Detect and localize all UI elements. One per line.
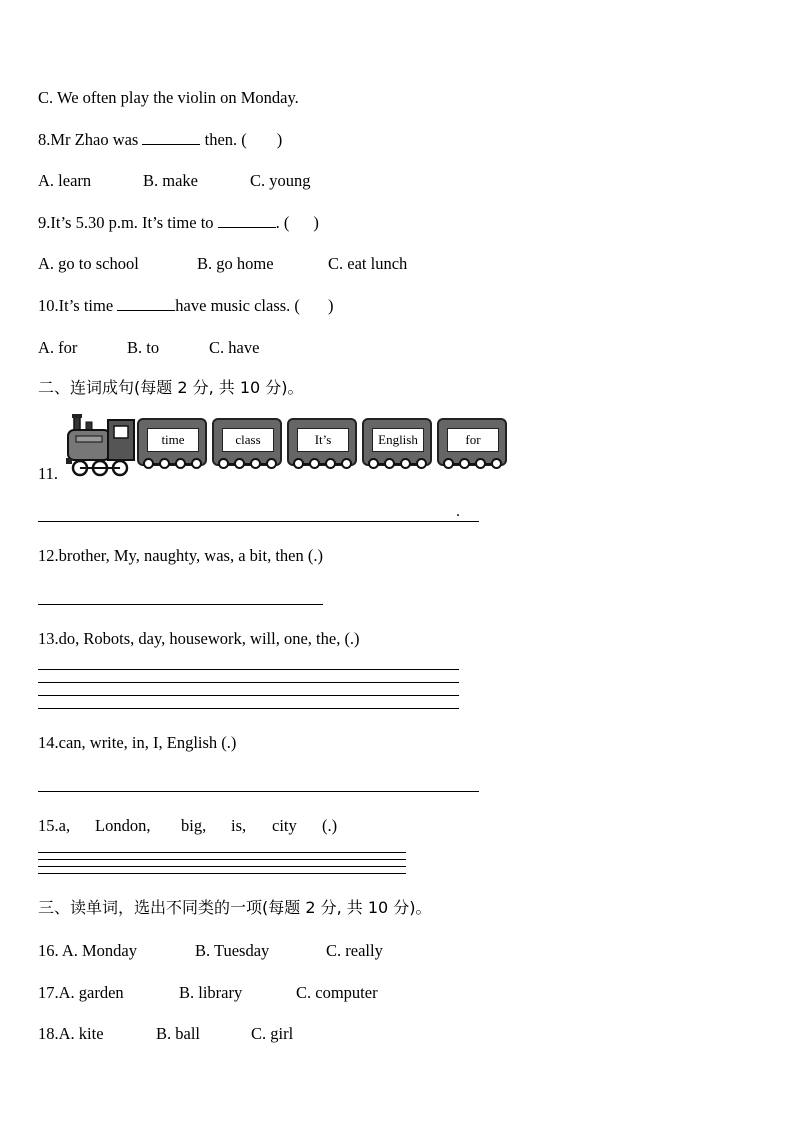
q16-option-b: B. Tuesday bbox=[195, 941, 270, 960]
train-word-2: class bbox=[222, 428, 274, 452]
section-2-title: 二、连词成句(每题 2 分, 共 10 分)。 bbox=[38, 378, 304, 397]
q11-answer-line[interactable] bbox=[38, 521, 479, 522]
q13-question: 13.do, Robots, day, housework, will, one, the, (.) bbox=[38, 629, 360, 648]
q16-option-c: C. really bbox=[326, 941, 383, 960]
q15-word-4: is, bbox=[231, 816, 247, 835]
q8-stem: 8.Mr Zhao was bbox=[38, 130, 139, 149]
q10-option-a: A. for bbox=[38, 338, 78, 357]
q13-answer-line-1[interactable] bbox=[38, 669, 459, 670]
q10-option-c: C. have bbox=[209, 338, 260, 357]
section-3-title: 三、读单词，选出不同类的一项(每题 2 分, 共 10 分)。 bbox=[38, 898, 432, 917]
q10-tail: have music class. ( bbox=[175, 296, 300, 315]
train-word-5: for bbox=[447, 428, 499, 452]
q9-blank bbox=[218, 213, 276, 228]
q9-options bbox=[38, 254, 407, 274]
train-word-1: time bbox=[147, 428, 199, 452]
q18-option-a: 18.A. kite bbox=[38, 1024, 104, 1043]
q8-option-b: B. make bbox=[143, 171, 198, 190]
q18-option-b: B. ball bbox=[156, 1024, 200, 1043]
q10-blank bbox=[117, 296, 175, 311]
q10-close: ) bbox=[327, 296, 334, 315]
q10-options bbox=[38, 338, 259, 358]
locomotive-icon bbox=[64, 414, 136, 480]
q18-option-c: C. girl bbox=[251, 1024, 294, 1043]
q15-word-2: London, bbox=[95, 816, 151, 835]
q15-word-5: city bbox=[272, 816, 297, 835]
q9-stem: 9.It’s 5.30 p.m. It’s time to bbox=[38, 213, 214, 232]
q9-option-c: C. eat lunch bbox=[328, 254, 408, 273]
q17-option-c: C. computer bbox=[296, 983, 378, 1002]
q15-answer-line-1[interactable] bbox=[38, 852, 406, 853]
q15-question bbox=[38, 816, 337, 836]
q8-option-c: C. young bbox=[250, 171, 311, 190]
q8-close: ) bbox=[276, 130, 283, 149]
q8-tail: then. ( bbox=[204, 130, 247, 149]
q13-answer-line-3[interactable] bbox=[38, 695, 459, 696]
train-word-4: English bbox=[372, 428, 424, 452]
q11-number: 11. bbox=[38, 464, 59, 483]
q18-options bbox=[38, 1024, 293, 1044]
q15-answer-line-3[interactable] bbox=[38, 866, 406, 867]
train-picture bbox=[64, 414, 514, 480]
q12-answer-line[interactable] bbox=[38, 604, 323, 605]
q15-word-3: big, bbox=[181, 816, 207, 835]
q15-answer-line-2[interactable] bbox=[38, 859, 406, 860]
q10-question bbox=[38, 296, 333, 316]
q8-options bbox=[38, 171, 311, 191]
q16-option-a: 16. A. Monday bbox=[38, 941, 137, 960]
q8-question bbox=[38, 130, 282, 150]
q7-option-c: C. We often play the violin on Monday. bbox=[38, 88, 299, 107]
q14-answer-line[interactable] bbox=[38, 791, 479, 792]
q15-word-1: 15.a, bbox=[38, 816, 71, 835]
q17-options bbox=[38, 983, 378, 1003]
q10-option-b: B. to bbox=[127, 338, 160, 357]
q15-word-6: (.) bbox=[322, 816, 338, 835]
q16-options bbox=[38, 941, 383, 961]
q9-option-b: B. go home bbox=[197, 254, 274, 273]
q14-question: 14.can, write, in, I, English (.) bbox=[38, 733, 237, 752]
q8-option-a: A. learn bbox=[38, 171, 92, 190]
q9-option-a: A. go to school bbox=[38, 254, 139, 273]
q10-stem: 10.It’s time bbox=[38, 296, 114, 315]
q9-close: ) bbox=[313, 213, 319, 232]
q12-question: 12.brother, My, naughty, was, a bit, then (.) bbox=[38, 546, 323, 565]
q17-option-b: B. library bbox=[179, 983, 243, 1002]
q15-answer-line-4[interactable] bbox=[38, 873, 406, 874]
q9-question bbox=[38, 213, 319, 233]
q17-option-a: 17.A. garden bbox=[38, 983, 124, 1002]
q9-tail: . ( bbox=[275, 213, 290, 232]
train-word-3: It’s bbox=[297, 428, 349, 452]
q13-answer-line-2[interactable] bbox=[38, 682, 459, 683]
q13-answer-line-4[interactable] bbox=[38, 708, 459, 709]
q11-end-mark: . bbox=[456, 503, 460, 520]
q8-blank bbox=[142, 130, 200, 145]
